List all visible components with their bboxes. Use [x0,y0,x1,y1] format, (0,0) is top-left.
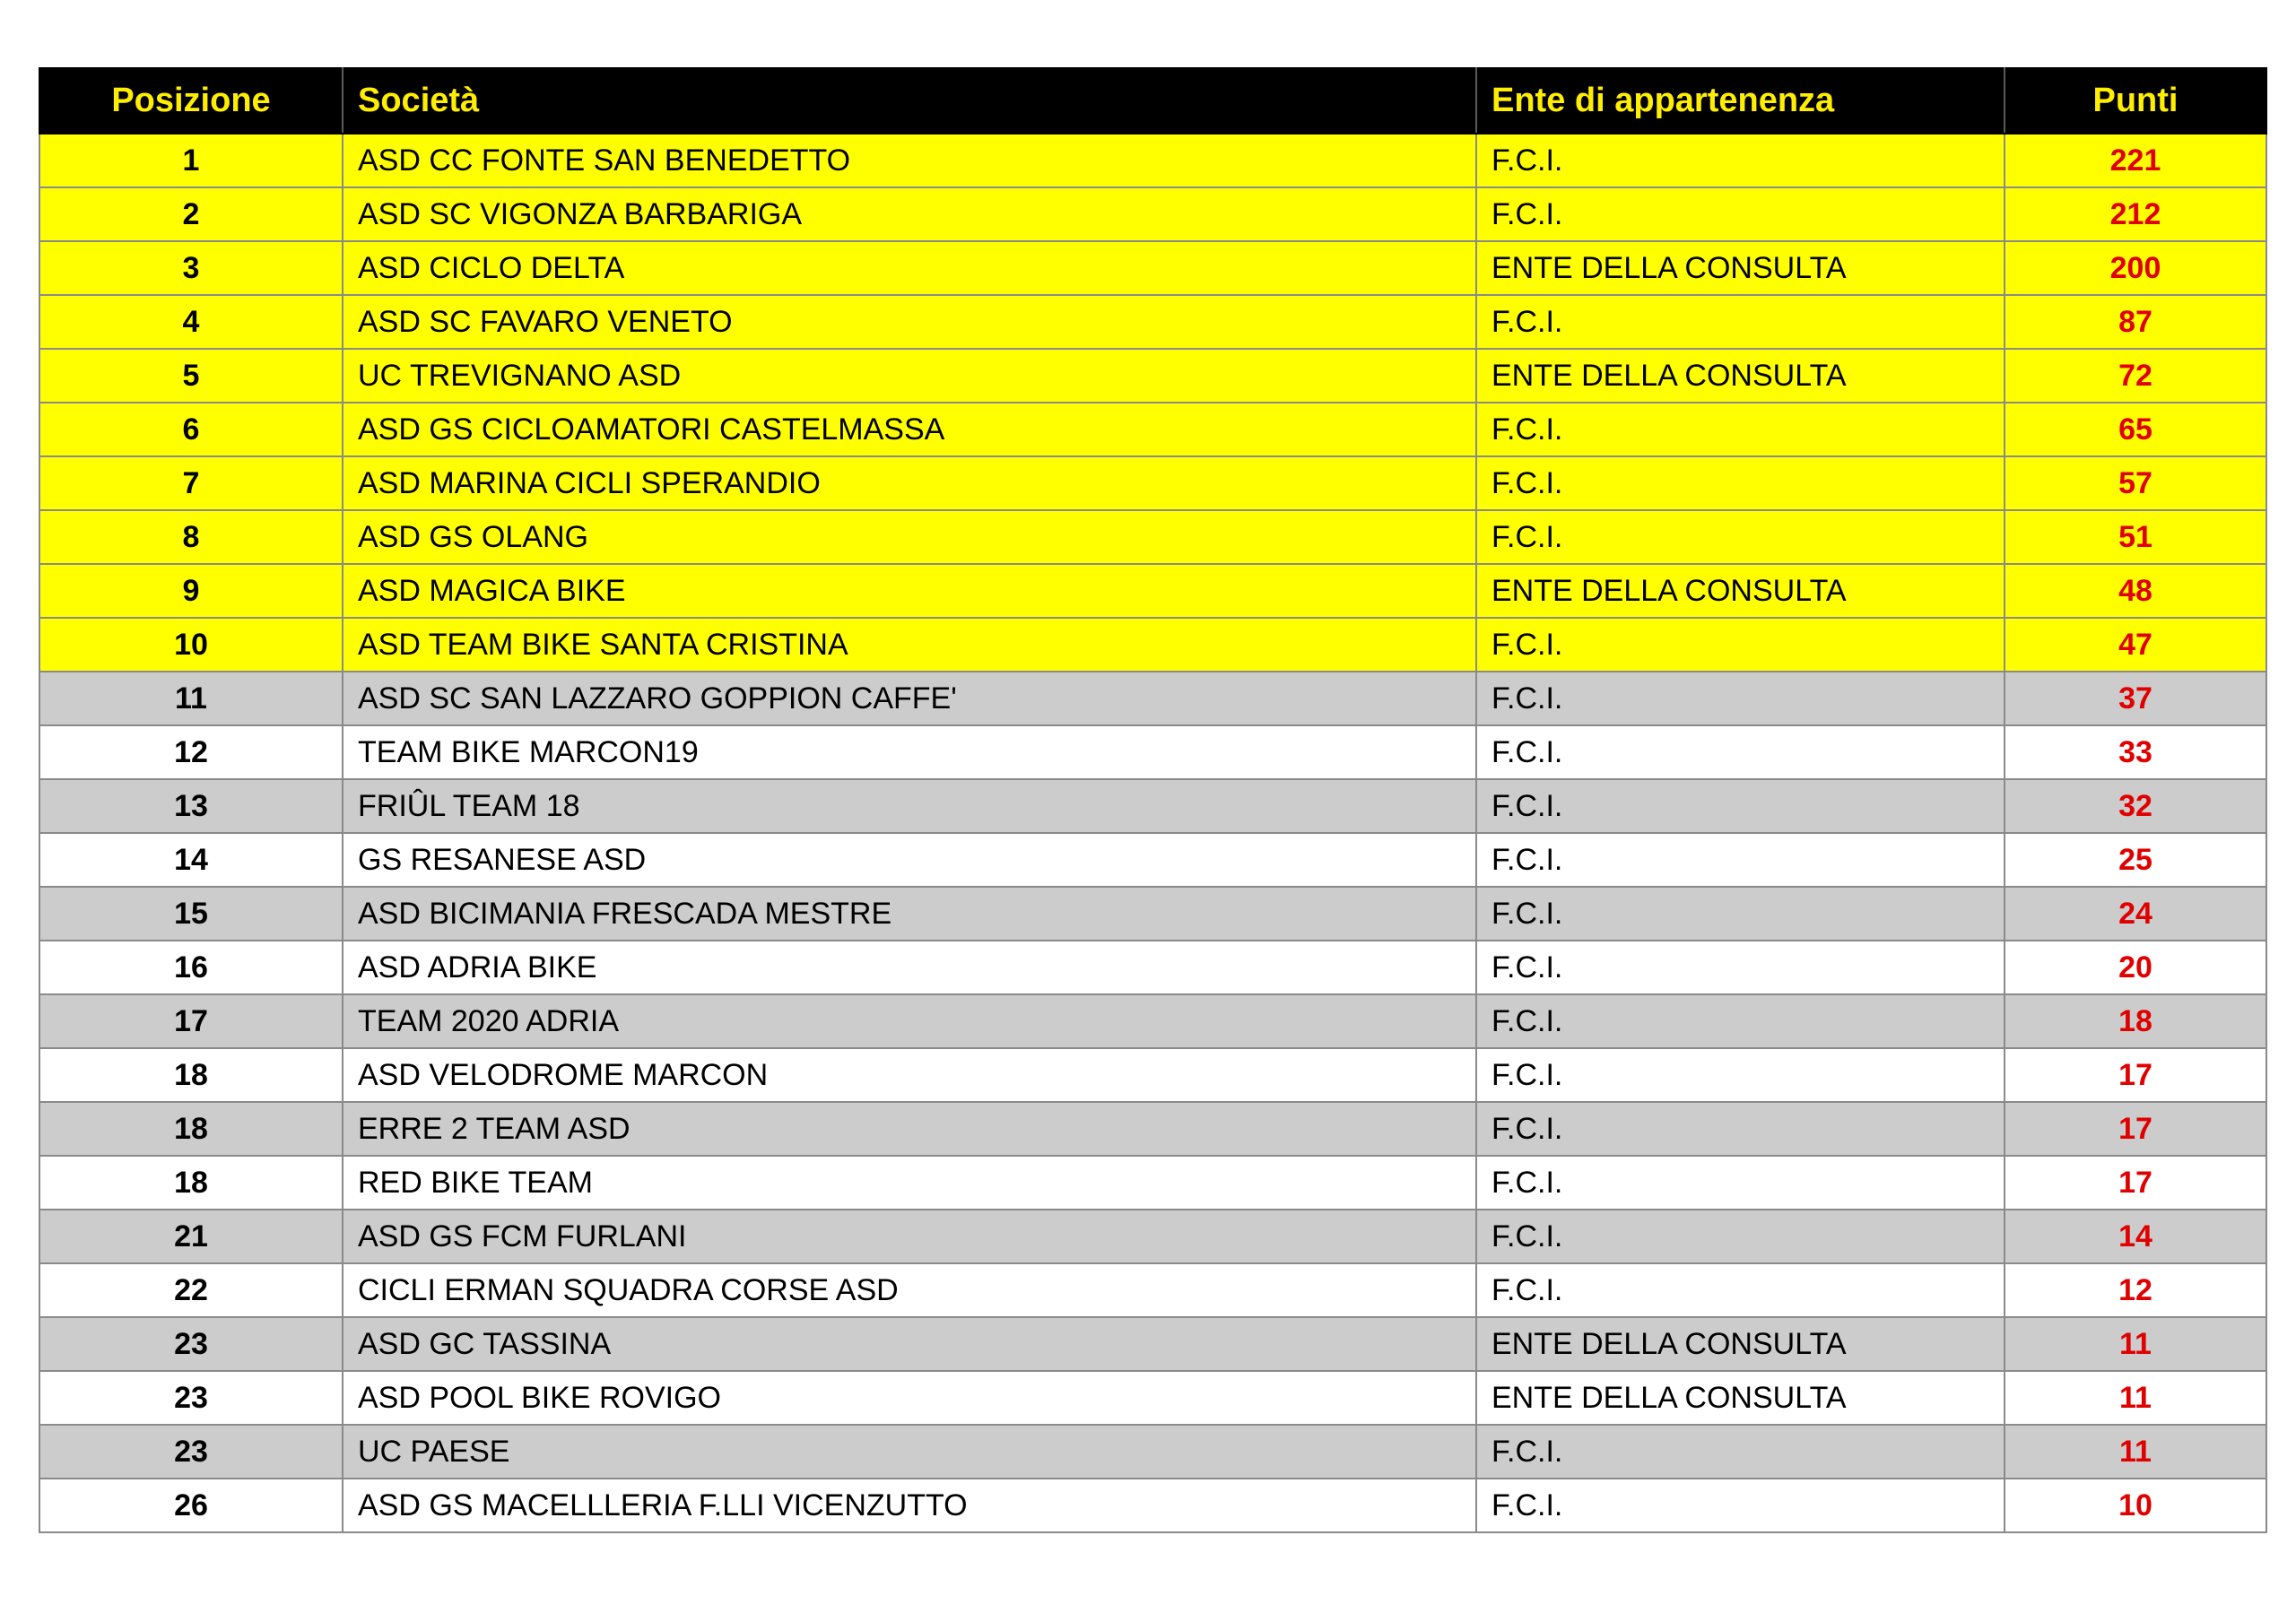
organization-cell: F.C.I. [1476,1102,2005,1156]
header-position: Posizione [39,68,343,134]
position-cell: 14 [39,833,343,887]
position-cell: 4 [39,295,343,349]
society-cell: ASD SC FAVARO VENETO [343,295,1476,349]
table-row [39,187,2266,241]
organization-cell: F.C.I. [1476,1156,2005,1210]
points-cell: 33 [2005,725,2266,779]
table-row [39,1317,2266,1371]
table-row [39,1371,2266,1425]
table-row [39,1048,2266,1102]
society-cell: ASD SC VIGONZA BARBARIGA [343,187,1476,241]
society-cell: ASD GC TASSINA [343,1317,1476,1371]
header-society: Società [343,68,1476,134]
table-row [39,1425,2266,1479]
points-cell: 14 [2005,1210,2266,1263]
society-cell: ASD CC FONTE SAN BENEDETTO [343,134,1476,187]
position-cell: 7 [39,456,343,510]
organization-cell: F.C.I. [1476,510,2005,564]
organization-cell: F.C.I. [1476,618,2005,672]
points-cell: 11 [2005,1317,2266,1371]
position-cell: 11 [39,672,343,725]
society-cell: ASD BICIMANIA FRESCADA MESTRE [343,887,1476,941]
table-row [39,618,2266,672]
table-row [39,403,2266,456]
position-cell: 15 [39,887,343,941]
organization-cell: F.C.I. [1476,403,2005,456]
position-cell: 3 [39,241,343,295]
organization-cell: F.C.I. [1476,672,2005,725]
society-cell: ASD GS OLANG [343,510,1476,564]
organization-cell: F.C.I. [1476,994,2005,1048]
table-row [39,1210,2266,1263]
points-cell: 12 [2005,1263,2266,1317]
table-row [39,1102,2266,1156]
header-points: Punti [2005,68,2266,134]
position-cell: 17 [39,994,343,1048]
position-cell: 5 [39,349,343,403]
table-row [39,456,2266,510]
table-row [39,295,2266,349]
points-cell: 37 [2005,672,2266,725]
society-cell: ASD ADRIA BIKE [343,941,1476,994]
organization-cell: ENTE DELLA CONSULTA [1476,349,2005,403]
position-cell: 13 [39,779,343,833]
society-cell: FRIÛL TEAM 18 [343,779,1476,833]
organization-cell: F.C.I. [1476,1479,2005,1532]
position-cell: 23 [39,1371,343,1425]
society-cell: ASD SC SAN LAZZARO GOPPION CAFFE' [343,672,1476,725]
table-row [39,134,2266,187]
society-cell: ASD MARINA CICLI SPERANDIO [343,456,1476,510]
points-cell: 32 [2005,779,2266,833]
table-row [39,994,2266,1048]
position-cell: 2 [39,187,343,241]
organization-cell: ENTE DELLA CONSULTA [1476,1371,2005,1425]
points-cell: 200 [2005,241,2266,295]
points-cell: 57 [2005,456,2266,510]
table-row [39,241,2266,295]
society-cell: ERRE 2 TEAM ASD [343,1102,1476,1156]
society-cell: ASD GS CICLOAMATORI CASTELMASSA [343,403,1476,456]
position-cell: 18 [39,1156,343,1210]
society-cell: UC PAESE [343,1425,1476,1479]
position-cell: 21 [39,1210,343,1263]
society-cell: ASD CICLO DELTA [343,241,1476,295]
organization-cell: F.C.I. [1476,456,2005,510]
organization-cell: F.C.I. [1476,1263,2005,1317]
table-row [39,941,2266,994]
table-row [39,725,2266,779]
position-cell: 1 [39,134,343,187]
organization-cell: F.C.I. [1476,295,2005,349]
points-cell: 11 [2005,1425,2266,1479]
position-cell: 26 [39,1479,343,1532]
position-cell: 18 [39,1048,343,1102]
society-cell: TEAM 2020 ADRIA [343,994,1476,1048]
points-cell: 65 [2005,403,2266,456]
organization-cell: F.C.I. [1476,887,2005,941]
organization-cell: F.C.I. [1476,833,2005,887]
position-cell: 8 [39,510,343,564]
table-body [39,134,2266,1532]
society-cell: TEAM BIKE MARCON19 [343,725,1476,779]
position-cell: 16 [39,941,343,994]
organization-cell: F.C.I. [1476,1425,2005,1479]
points-cell: 51 [2005,510,2266,564]
points-cell: 221 [2005,134,2266,187]
header-row [39,68,2266,134]
position-cell: 6 [39,403,343,456]
society-cell: GS RESANESE ASD [343,833,1476,887]
position-cell: 23 [39,1317,343,1371]
society-cell: ASD GS MACELLLERIA F.LLI VICENZUTTO [343,1479,1476,1532]
table-row [39,779,2266,833]
points-cell: 72 [2005,349,2266,403]
ranking-table [39,67,2267,1533]
table-row [39,1263,2266,1317]
table-row [39,887,2266,941]
table-row [39,1156,2266,1210]
organization-cell: F.C.I. [1476,941,2005,994]
organization-cell: F.C.I. [1476,779,2005,833]
position-cell: 10 [39,618,343,672]
points-cell: 212 [2005,187,2266,241]
society-cell: ASD TEAM BIKE SANTA CRISTINA [343,618,1476,672]
table-header [39,68,2266,134]
header-organization: Ente di appartenenza [1476,68,2005,134]
points-cell: 11 [2005,1371,2266,1425]
points-cell: 17 [2005,1156,2266,1210]
society-cell: ASD VELODROME MARCON [343,1048,1476,1102]
society-cell: ASD MAGICA BIKE [343,564,1476,618]
table-row [39,672,2266,725]
society-cell: RED BIKE TEAM [343,1156,1476,1210]
table-row [39,833,2266,887]
society-cell: ASD GS FCM FURLANI [343,1210,1476,1263]
position-cell: 12 [39,725,343,779]
points-cell: 18 [2005,994,2266,1048]
organization-cell: ENTE DELLA CONSULTA [1476,241,2005,295]
organization-cell: ENTE DELLA CONSULTA [1476,564,2005,618]
society-cell: UC TREVIGNANO ASD [343,349,1476,403]
society-cell: ASD POOL BIKE ROVIGO [343,1371,1476,1425]
organization-cell: F.C.I. [1476,1048,2005,1102]
organization-cell: F.C.I. [1476,725,2005,779]
organization-cell: F.C.I. [1476,134,2005,187]
points-cell: 17 [2005,1048,2266,1102]
points-cell: 10 [2005,1479,2266,1532]
points-cell: 24 [2005,887,2266,941]
table-row [39,1479,2266,1532]
organization-cell: F.C.I. [1476,187,2005,241]
points-cell: 17 [2005,1102,2266,1156]
table-row [39,349,2266,403]
position-cell: 9 [39,564,343,618]
position-cell: 23 [39,1425,343,1479]
society-cell: CICLI ERMAN SQUADRA CORSE ASD [343,1263,1476,1317]
points-cell: 48 [2005,564,2266,618]
points-cell: 20 [2005,941,2266,994]
organization-cell: F.C.I. [1476,1210,2005,1263]
position-cell: 22 [39,1263,343,1317]
table-row [39,564,2266,618]
table-row [39,510,2266,564]
points-cell: 47 [2005,618,2266,672]
points-cell: 25 [2005,833,2266,887]
points-cell: 87 [2005,295,2266,349]
position-cell: 18 [39,1102,343,1156]
organization-cell: ENTE DELLA CONSULTA [1476,1317,2005,1371]
